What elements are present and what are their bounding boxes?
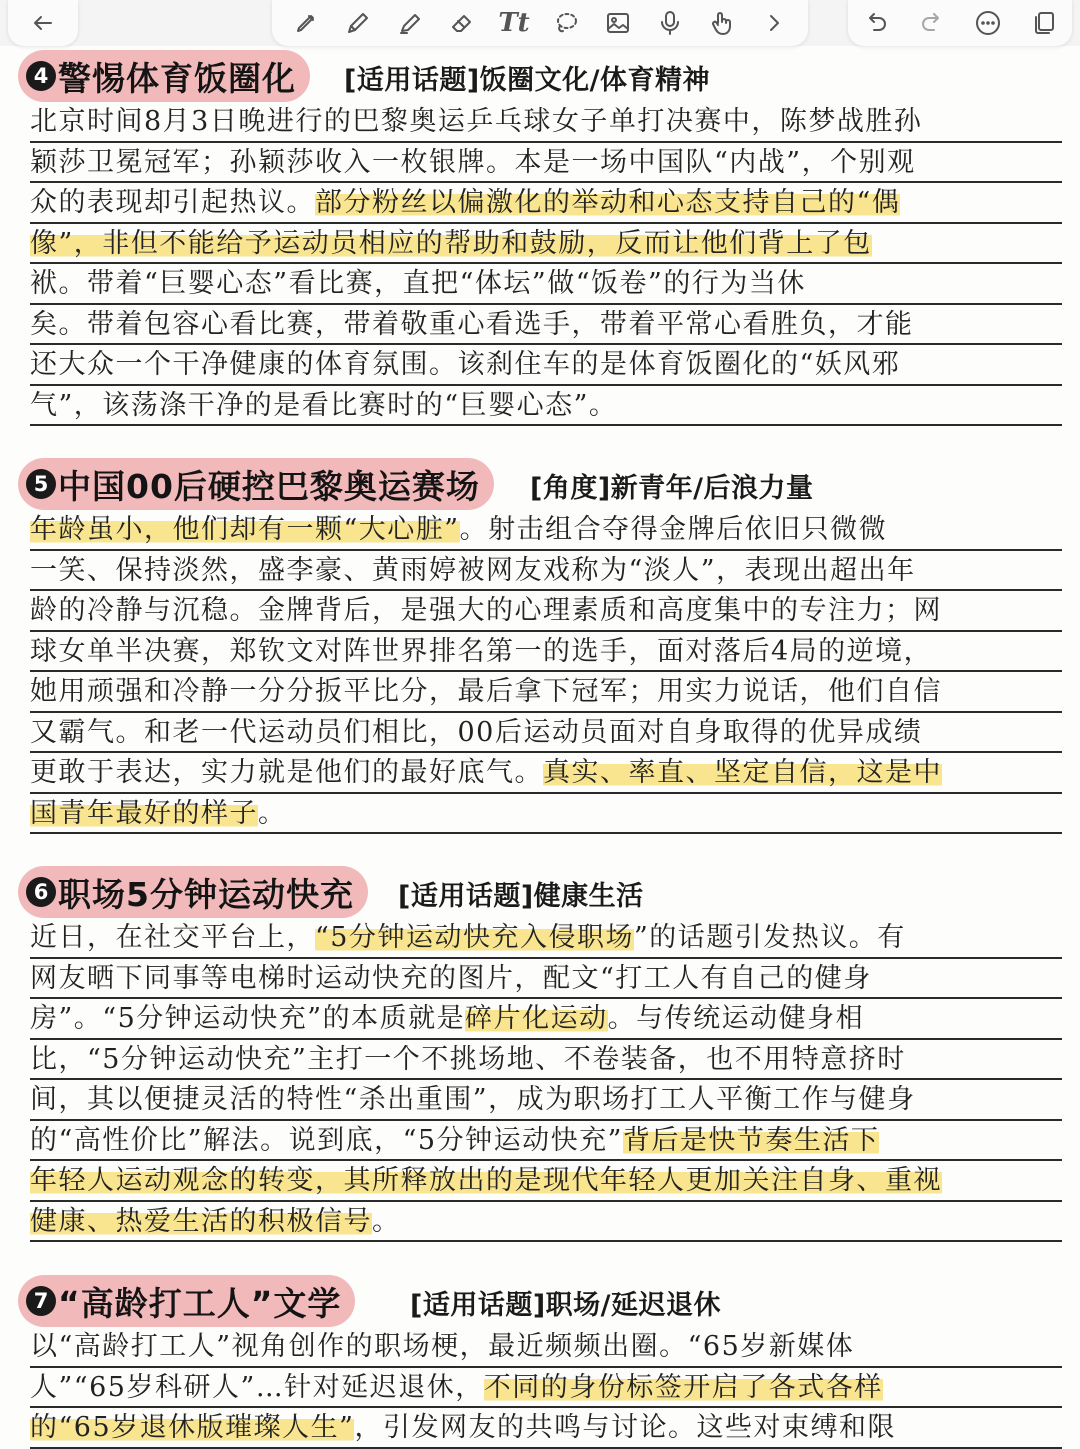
text-segment: 一笑、保持淡然，盛李豪、黄雨婷被网友戏称为“淡人”，表现出超出年: [30, 554, 916, 586]
section-number: 5: [26, 469, 56, 499]
text-segment: 人”“65岁科研人”…针对延迟退休，: [30, 1371, 484, 1403]
highlighted-text: 碎片化运动: [465, 1003, 608, 1034]
text-line: [30, 1327, 1062, 1368]
text-line: [30, 305, 1062, 346]
text-line: [30, 386, 1062, 427]
text-segment: 。与传统运动健身相: [607, 1003, 865, 1034]
text-segment: 近日，在社交平台上，: [30, 922, 315, 953]
text-line: [30, 999, 1062, 1040]
toolbar-right-group: [848, 0, 1072, 46]
back-arrow-icon[interactable]: [25, 5, 61, 41]
section-paragraph: [18, 102, 1062, 426]
section-heading: [18, 1275, 1062, 1327]
title-badge: [18, 50, 310, 102]
text-line: [30, 1121, 1062, 1162]
section-5: [18, 458, 1062, 834]
lasso-icon[interactable]: [548, 5, 584, 41]
text-segment: 房”。“5分钟运动快充”的本质就是: [30, 1003, 466, 1034]
chevron-right-icon[interactable]: [756, 5, 792, 41]
section-4: [18, 50, 1062, 426]
text-segment: 比，“5分钟运动快充”主打一个不挑场地、不卷装备，也不用特意挤时: [30, 1043, 906, 1075]
highlighted-text: 背后是快节奏生活下: [622, 1124, 880, 1156]
text-segment: 矣。带着包容心看比赛，带着敬重心看选手，带着平常心看胜负，才能: [30, 308, 914, 340]
section-paragraph: [18, 918, 1062, 1242]
section-tag: [适用话题]饭圈文化/体育精神: [344, 65, 711, 96]
text-segment: 。: [372, 1205, 401, 1237]
section-title: 职场5分钟运动快充: [58, 874, 354, 914]
section-title: “高龄打工人”文学: [58, 1283, 342, 1323]
text-segment: ，引发网友的共鸣与讨论。这些对束缚和限: [354, 1412, 896, 1443]
text-segment: 众的表现却引起热议。: [30, 187, 315, 218]
text-segment: 更敢于表达，实力就是他们的最好底气。: [30, 757, 543, 788]
section-number: 4: [26, 61, 56, 91]
highlighted-text: 不同的身份标签开启了各式各样: [483, 1371, 883, 1403]
text-segment: 间，其以便捷灵活的特性“杀出重围”，成为职场打工人平衡工作与健身: [30, 1084, 916, 1115]
text-line: [30, 1202, 1062, 1243]
highlighted-text: 年轻人运动观念的转变，其所释放出的是现代年轻人更加关注自身、重视: [30, 1165, 942, 1196]
highlighted-text: 年龄虽小，他们却有一颗“大心脏”: [30, 514, 460, 545]
section-7: [18, 1275, 1062, 1449]
pages-icon[interactable]: [1026, 5, 1062, 41]
highlighted-text: 部分粉丝以偏激化的举动和心态支持自己的“偶: [315, 187, 901, 218]
section-heading: [18, 50, 1062, 102]
highlighted-text: 的“65岁退休版璀璨人生”: [30, 1412, 355, 1443]
title-badge: [18, 458, 494, 510]
highlighted-text: 健康、热爱生活的积极信号: [30, 1205, 372, 1237]
text-line: [30, 713, 1062, 754]
text-segment: 以“高龄打工人”视角创作的职场梗，最近频频出圈。“65岁新媒体: [30, 1331, 855, 1362]
toolbar-tools-group: [272, 0, 808, 46]
highlighted-text: “5分钟运动快充入侵职场: [315, 922, 634, 953]
text-line: [30, 1408, 1062, 1449]
redo-icon[interactable]: [914, 5, 950, 41]
microphone-icon[interactable]: [652, 5, 688, 41]
text-segment: 气”，该荡涤干净的是看比赛时的“巨婴心态”。: [30, 389, 618, 421]
undo-icon[interactable]: [858, 5, 894, 41]
text-segment: 的“高性价比”解法。说到底，“5分钟运动快充”: [30, 1124, 623, 1156]
more-icon[interactable]: [970, 5, 1006, 41]
section-number: 6: [26, 877, 56, 907]
text-segment: 龄的冷静与沉稳。金牌背后，是强大的心理素质和高度集中的专注力；网: [30, 595, 942, 626]
section-paragraph: [18, 1327, 1062, 1449]
text-segment: 。: [258, 797, 287, 829]
image-icon[interactable]: [600, 5, 636, 41]
section-heading: [18, 866, 1062, 918]
section-tag: [适用话题]健康生活: [398, 881, 644, 912]
text-segment: 颖莎卫冕冠军；孙颖莎收入一枚银牌。本是一场中国队“内战”，个别观: [30, 146, 916, 178]
text-line: [30, 959, 1062, 1000]
text-segment: 她用顽强和冷静一分分扳平比分，最后拿下冠军；用实力说话，他们自信: [30, 676, 942, 707]
section-title: 警惕体育饭圈化: [58, 58, 296, 98]
toolbar-left-group: [8, 0, 78, 46]
section-6: [18, 866, 1062, 1242]
text-line: [30, 224, 1062, 265]
toolbar: [0, 0, 1080, 46]
pen-icon[interactable]: [288, 5, 324, 41]
text-segment: 网友晒下同事等电梯时运动快充的图片，配文“打工人有自己的健身: [30, 962, 872, 994]
text-tool-icon[interactable]: Tt: [498, 8, 530, 38]
text-line: [30, 1080, 1062, 1121]
section-title: 中国00后硬控巴黎奥运赛场: [58, 466, 480, 506]
highlighter-icon[interactable]: [392, 5, 428, 41]
text-segment: 还大众一个干净健康的体育氛围。该刹住车的是体育饭圈化的“妖风邪: [30, 349, 901, 380]
text-segment: 北京时间8月3日晚进行的巴黎奥运乒乓球女子单打决赛中，陈梦战胜孙: [30, 106, 923, 137]
section-number: 7: [26, 1286, 56, 1316]
text-segment: 。射击组合夺得金牌后依旧只微微: [459, 514, 888, 545]
text-line: [30, 672, 1062, 713]
text-segment: 袱。带着“巨婴心态”看比赛，直把“体坛”做“饭卷”的行为当休: [30, 268, 806, 299]
text-line: [30, 918, 1062, 959]
text-line: [30, 753, 1062, 794]
text-line: [30, 510, 1062, 551]
title-badge: [18, 866, 368, 918]
text-line: [30, 591, 1062, 632]
pencil-icon[interactable]: [340, 5, 376, 41]
text-line: [30, 632, 1062, 673]
text-line: [30, 1040, 1062, 1081]
text-segment: ”的话题引发热议。有: [633, 922, 906, 953]
title-badge: [18, 1275, 355, 1327]
section-tag: [适用话题]职场/延迟退休: [410, 1290, 722, 1321]
highlighted-text: 像”，非但不能给予运动员相应的帮助和鼓励，反而让他们背上了包: [30, 227, 872, 259]
highlighted-text: 真实、率直、坚定自信，这是中: [543, 757, 942, 788]
text-line: [30, 345, 1062, 386]
text-line: [30, 551, 1062, 592]
text-line: [30, 143, 1062, 184]
hand-touch-icon[interactable]: [704, 5, 740, 41]
highlighted-text: 国青年最好的样子: [30, 797, 258, 829]
eraser-icon[interactable]: [444, 5, 480, 41]
text-line: [30, 102, 1062, 143]
section-heading: [18, 458, 1062, 510]
text-segment: 又霸气。和老一代运动员们相比，00后运动员面对自身取得的优异成绩: [30, 716, 923, 748]
section-tag: [角度]新青年/后浪力量: [530, 473, 814, 504]
text-line: [30, 183, 1062, 224]
text-segment: 球女单半决赛，郑钦文对阵世界排名第一的选手，面对落后4局的逆境，: [30, 635, 933, 667]
text-line: [30, 264, 1062, 305]
text-line: [30, 1161, 1062, 1202]
text-line: [30, 794, 1062, 835]
section-paragraph: [18, 510, 1062, 834]
text-line: [30, 1368, 1062, 1409]
